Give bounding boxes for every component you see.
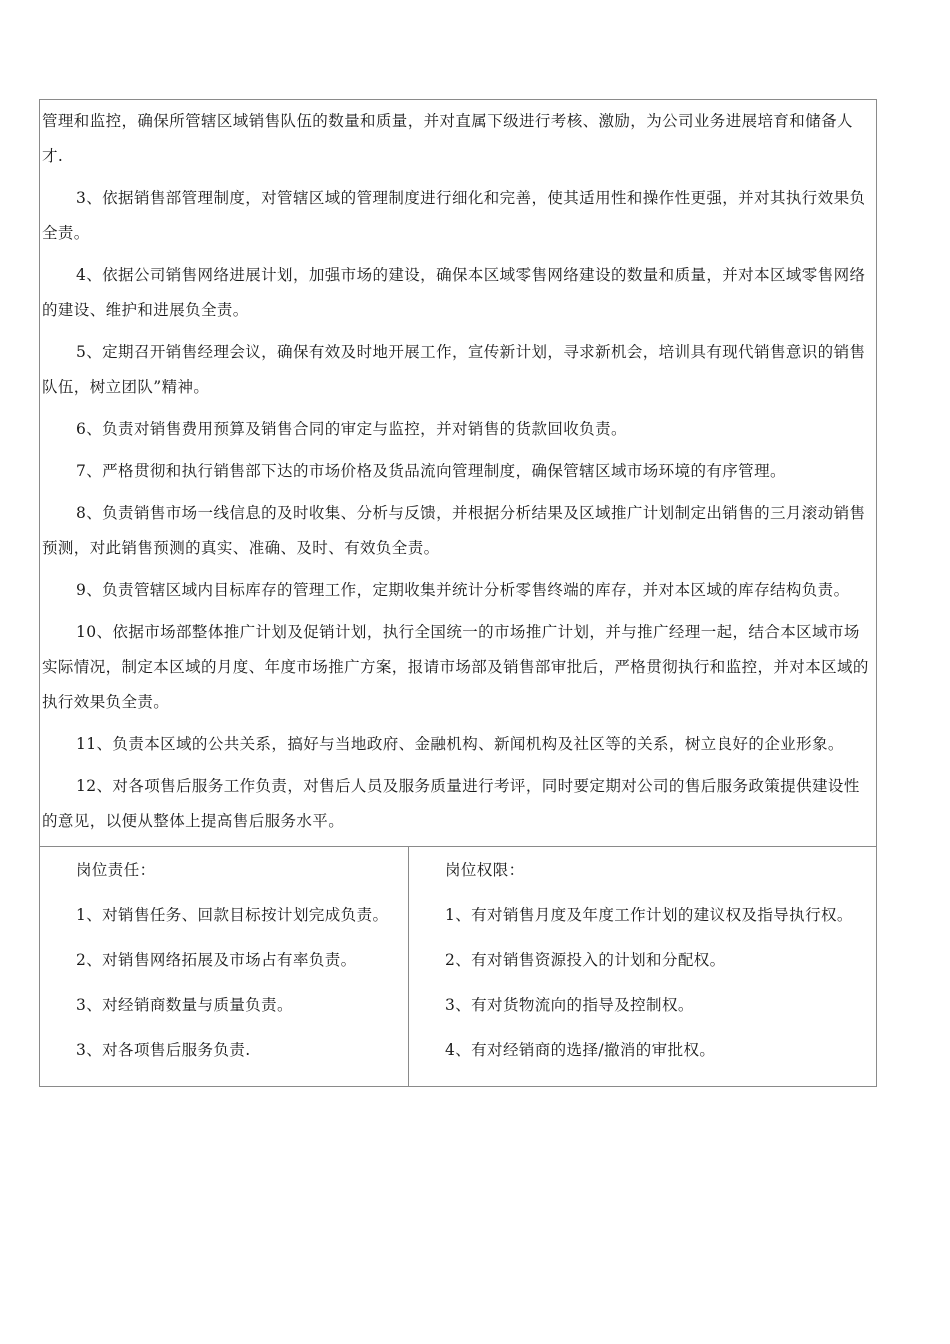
duty-paragraph-7: 7、严格贯彻和执行销售部下达的市场价格及货品流向管理制度，确保管辖区域市场环境的有序管理。 bbox=[76, 462, 786, 480]
duty-paragraph-continued: 管理和监控，确保所管辖区域销售队伍的数量和质量，并对直属下级进行考核、激励，为公司业务进展培育和储备人才. bbox=[42, 112, 853, 165]
authority-item: 4、有对经销商的选择/撤消的审批权。 bbox=[445, 1041, 716, 1059]
duty-paragraph-10: 10、依据市场部整体推广计划及促销计划，执行全国统一的市场推广计划，并与推广经理一起，结合本区域市场实际情况，制定本区域的月度、年度市场推广方案，报请市场部及销售部审批后，严格贯彻执行和监控，并对本区域的执行效果负全责。 bbox=[42, 623, 869, 711]
duty-paragraph-6: 6、负责对销售费用预算及销售合同的审定与监控，并对销售的货款回收负责。 bbox=[76, 420, 627, 438]
duty-paragraph-9: 9、负责管辖区域内目标库存的管理工作，定期收集并统计分析零售终端的库存，并对本区域的库存结构负责。 bbox=[76, 581, 850, 599]
authority-cell bbox=[409, 847, 876, 1086]
duty-paragraph-8: 8、负责销售市场一线信息的及时收集、分析与反馈，并根据分析结果及区域推广计划制定出销售的三月滚动销售预测，对此销售预测的真实、准确、及时、有效负全责。 bbox=[42, 504, 866, 557]
authority-item: 3、有对货物流向的指导及控制权。 bbox=[445, 996, 694, 1014]
duty-paragraph-5: 5、定期召开销售经理会议，确保有效及时地开展工作，宣传新计划，寻求新机会，培训具有现代销售意识的销售队伍，树立团队”精神。 bbox=[42, 343, 866, 396]
responsibility-item: 3、对各项售后服务负责. bbox=[76, 1041, 251, 1059]
duty-paragraph-3: 3、依据销售部管理制度，对管辖区域的管理制度进行细化和完善，使其适用性和操作性更强，并对其执行效果负全责。 bbox=[42, 189, 866, 242]
duties-cell bbox=[40, 104, 876, 839]
responsibilities-cell bbox=[40, 847, 409, 1086]
duty-paragraph-4: 4、依据公司销售网络进展计划，加强市场的建设，确保本区域零售网络建设的数量和质量，并对本区域零售网络的建设、维护和进展负全责。 bbox=[42, 266, 866, 319]
responsibility-item: 2、对销售网络拓展及市场占有率负责。 bbox=[76, 951, 357, 969]
authority-heading: 岗位权限： bbox=[445, 861, 525, 879]
responsibility-item: 3、对经销商数量与质量负责。 bbox=[76, 996, 293, 1014]
responsibility-authority-row bbox=[40, 846, 876, 1086]
responsibility-item: 1、对销售任务、回款目标按计划完成负责。 bbox=[76, 906, 389, 924]
authority-item: 2、有对销售资源投入的计划和分配权。 bbox=[445, 951, 726, 969]
authority-item: 1、有对销售月度及年度工作计划的建议权及指导执行权。 bbox=[445, 906, 853, 924]
duty-paragraph-12: 12、对各项售后服务工作负责，对售后人员及服务质量进行考评，同时要定期对公司的售后服务政策提供建设性的意见，以便从整体上提高售后服务水平。 bbox=[42, 777, 860, 830]
responsibilities-heading: 岗位责任： bbox=[76, 861, 156, 879]
duties-table bbox=[39, 99, 877, 1087]
duty-paragraph-11: 11、负责本区域的公共关系，搞好与当地政府、金融机构、新闻机构及社区等的关系，树立良好的企业形象。 bbox=[76, 735, 844, 753]
